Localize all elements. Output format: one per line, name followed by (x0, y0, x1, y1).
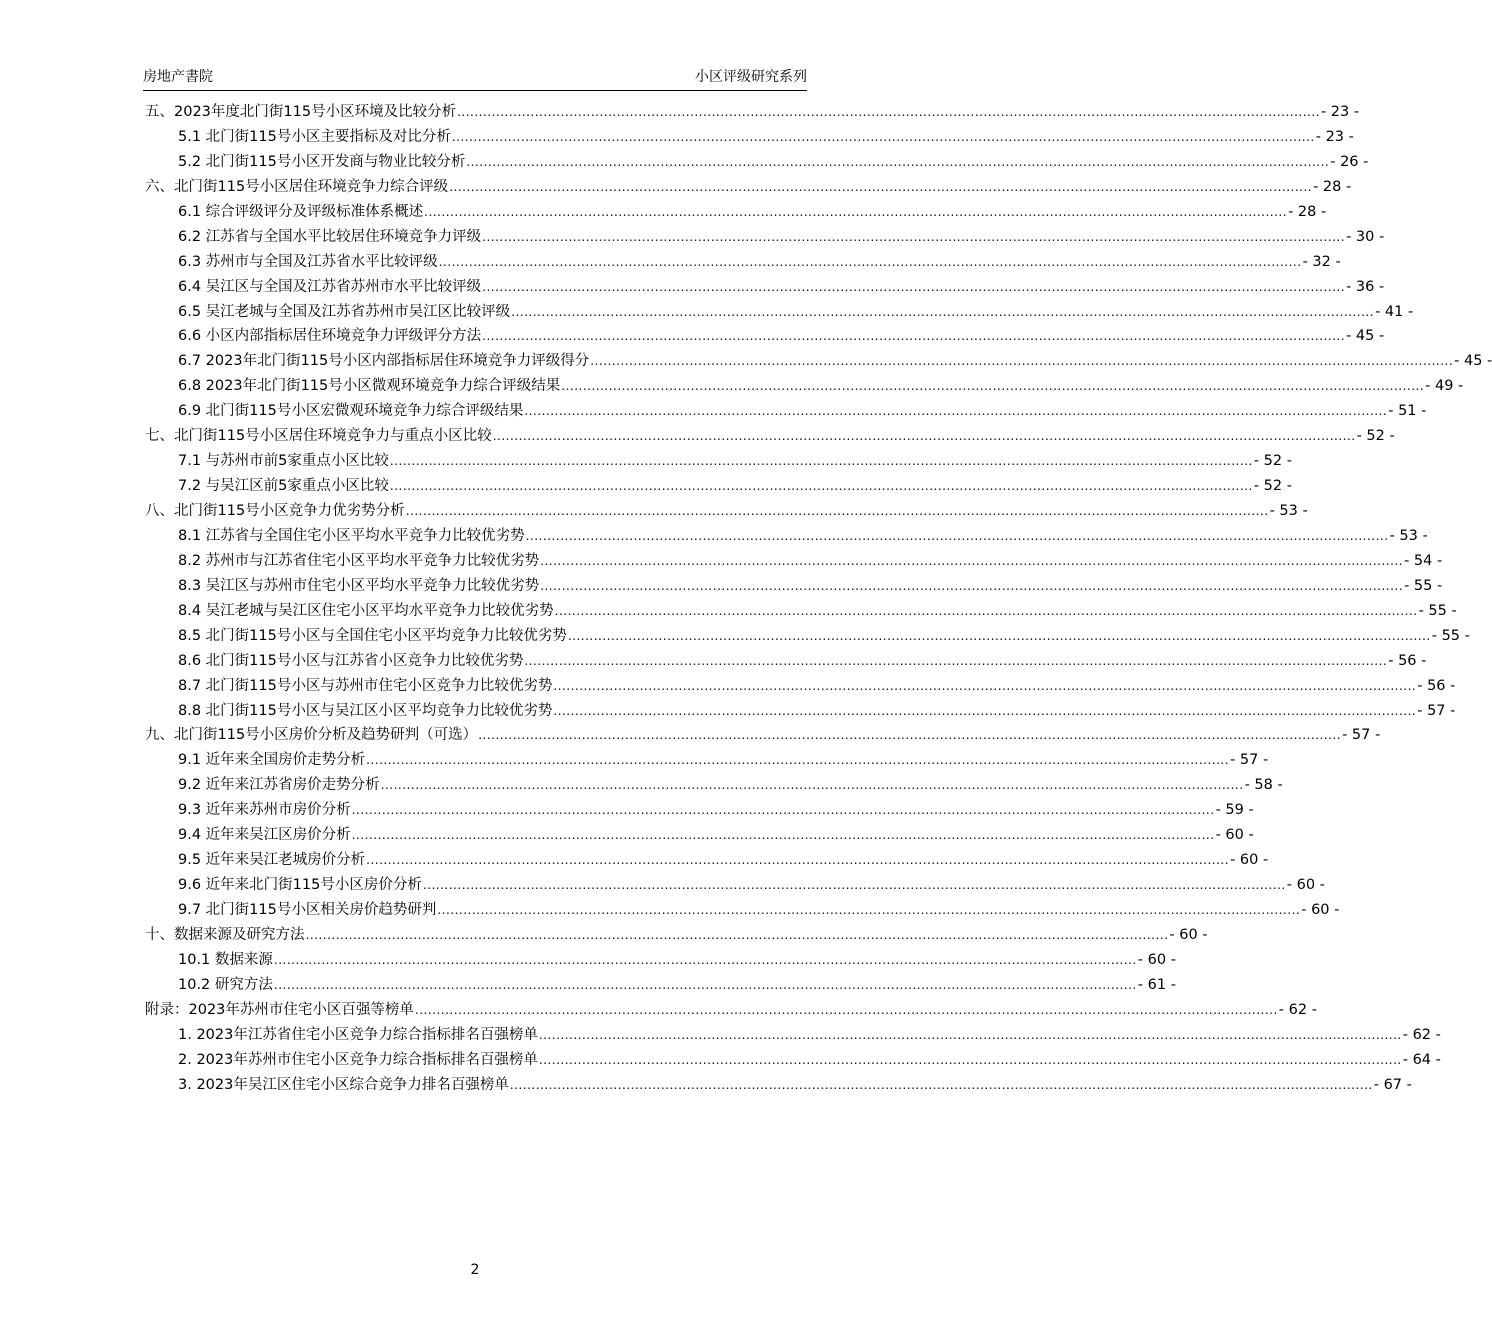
toc-entry-page: - 60 - (1169, 926, 1208, 943)
toc-entry-title: 6.6 小区内部指标居住环境竞争力评级评分方法 (178, 328, 482, 345)
toc-dot-leader: ........................................................................................................................................................................................................ (524, 404, 1388, 419)
toc-entry-title: 七、北门街115号小区居住环境竞争力与重点小区比较 (145, 428, 492, 445)
toc-entry-title: 10.2 研究方法 (178, 976, 273, 993)
toc-dot-leader: ........................................................................................................................................................................................................ (405, 504, 1269, 518)
toc-entry-page: - 61 - (1137, 976, 1176, 993)
toc-chapter-entry[interactable] (145, 923, 1208, 948)
toc-section-entry[interactable] (145, 200, 1327, 225)
toc-entry-page: - 52 - (1253, 478, 1292, 495)
toc-entry-page: - 28 - (1288, 203, 1327, 220)
toc-section-entry[interactable] (145, 474, 1292, 499)
toc-entry-title: 6.1 综合评级评分及评级标准体系概述 (178, 203, 424, 220)
page-number: 2 (470, 1262, 480, 1278)
toc-entry-title: 六、北门街115号小区居住环境竞争力综合评级 (145, 178, 449, 195)
toc-entry-page: - 52 - (1253, 453, 1292, 470)
toc-dot-leader: ........................................................................................................................................................................................................ (437, 903, 1301, 917)
toc-dot-leader: ........................................................................................................................................................................................................ (538, 1052, 1402, 1067)
toc-entry-title: 8.3 吴江区与苏州市住宅小区平均水平竞争力比较优劣势 (178, 577, 540, 594)
toc-dot-leader: ........................................................................................................................................................................................................ (414, 1002, 1278, 1017)
toc-dot-leader: ........................................................................................................................................................................................................ (366, 753, 1230, 768)
toc-entry-page: - 23 - (1320, 104, 1360, 120)
toc-entry-title: 8.2 苏州市与江苏省住宅小区平均水平竞争力比较优劣势 (178, 552, 540, 569)
toc-dot-leader: ........................................................................................................................................................................................................ (482, 279, 1346, 294)
toc-chapter-entry[interactable] (145, 100, 1360, 125)
toc-entry-page: - 60 - (1215, 827, 1254, 844)
toc-dot-leader: ........................................................................................................................................................................................................ (422, 878, 1286, 893)
toc-dot-leader: ........................................................................................................................................................................................................ (525, 528, 1389, 543)
toc-entry-title: 6.4 吴江区与全国及江苏省苏州市水平比较评级 (178, 278, 482, 295)
toc-section-entry[interactable] (145, 773, 1283, 798)
toc-entry-title: 9.6 近年来北门街115号小区房价分析 (178, 877, 422, 894)
toc-dot-leader: ........................................................................................................................................................................................................ (380, 778, 1244, 793)
toc-entry-page: - 36 - (1346, 278, 1385, 295)
toc-dot-leader: ........................................................................................................................................................................................................ (540, 553, 1404, 568)
toc-entry-page: - 55 - (1404, 577, 1443, 594)
toc-dot-leader: ........................................................................................................................................................................................................ (451, 129, 1315, 144)
toc-dot-leader: ........................................................................................................................................................................................................ (524, 653, 1388, 668)
toc-entry-page: - 45 - (1454, 353, 1492, 370)
toc-entry-page: - 56 - (1388, 652, 1427, 669)
toc-dot-leader: ........................................................................................................................................................................................................ (351, 803, 1215, 818)
toc-section-entry[interactable] (145, 524, 1428, 549)
toc-section-entry[interactable] (145, 399, 1427, 424)
toc-entry-title: 8.6 北门街115号小区与江苏省小区竞争力比较优劣势 (178, 652, 524, 669)
toc-entry-page: - 28 - (1313, 178, 1352, 195)
toc-section-entry[interactable] (145, 873, 1325, 898)
toc-entry-page: - 60 - (1230, 852, 1269, 869)
toc-dot-leader: ........................................................................................................................................................................................................ (449, 179, 1313, 194)
toc-chapter-entry[interactable] (145, 499, 1308, 524)
toc-section-entry[interactable] (145, 699, 1456, 724)
toc-entry-page: - 30 - (1346, 228, 1385, 245)
toc-entry-title: 8.1 江苏省与全国住宅小区平均水平竞争力比较优劣势 (178, 527, 525, 544)
toc-entry-page: - 56 - (1417, 677, 1456, 694)
toc-dot-leader: ........................................................................................................................................................................................................ (567, 628, 1431, 643)
toc-entry-page: - 53 - (1269, 503, 1308, 519)
toc-section-entry[interactable] (145, 250, 1341, 275)
toc-section-entry[interactable] (145, 225, 1385, 250)
toc-dot-leader: ........................................................................................................................................................................................................ (273, 977, 1137, 992)
toc-section-entry[interactable] (145, 150, 1369, 175)
toc-entry-page: - 32 - (1302, 253, 1341, 270)
toc-entry-page: - 60 - (1137, 951, 1176, 968)
header-series-title: 小区评级研究系列 (695, 69, 807, 85)
toc-entry-page: - 59 - (1215, 802, 1254, 819)
toc-entry-title: 7.2 与吴江区前5家重点小区比较 (178, 478, 389, 495)
toc-section-entry[interactable] (145, 275, 1385, 300)
toc-section-entry[interactable] (145, 1048, 1441, 1073)
toc-section-entry[interactable] (145, 848, 1269, 873)
toc-entry-title: 9.4 近年来吴江区房价分析 (178, 827, 351, 844)
toc-entry-title: 8.4 吴江老城与吴江区住宅小区平均水平竞争力比较优劣势 (178, 602, 554, 619)
toc-section-entry[interactable] (145, 948, 1176, 973)
toc-entry-page: - 51 - (1388, 403, 1427, 420)
toc-entry-title: 5.2 北门街115号小区开发商与物业比较分析 (178, 153, 466, 170)
toc-entry-title: 3. 2023年吴江区住宅小区综合竞争力排名百强榜单 (178, 1076, 509, 1093)
toc-entry-title: 5.1 北门街115号小区主要指标及对比分析 (178, 128, 451, 145)
toc-entry-page: - 64 - (1402, 1051, 1441, 1068)
toc-entry-title: 6.8 2023年北门街115号小区微观环境竞争力综合评级结果 (178, 378, 561, 395)
toc-section-entry[interactable] (145, 823, 1254, 848)
toc-section-entry[interactable] (145, 649, 1427, 674)
toc-entry-title: 8.5 北门街115号小区与全国住宅小区平均竞争力比较优劣势 (178, 627, 567, 644)
toc-dot-leader: ........................................................................................................................................................................................................ (540, 578, 1404, 593)
toc-entry-title: 6.2 江苏省与全国水平比较居住环境竞争力评级 (178, 228, 482, 245)
toc-dot-leader: ........................................................................................................................................................................................................ (590, 354, 1454, 369)
toc-section-entry[interactable] (145, 324, 1385, 349)
toc-dot-leader: ........................................................................................................................................................................................................ (538, 1027, 1402, 1042)
toc-chapter-entry[interactable] (145, 175, 1352, 200)
toc-dot-leader: ........................................................................................................................................................................................................ (482, 329, 1346, 344)
toc-entry-page: - 57 - (1342, 727, 1381, 744)
toc-entry-page: - 55 - (1431, 627, 1470, 644)
toc-chapter-entry[interactable] (145, 424, 1395, 449)
toc-section-entry[interactable] (145, 599, 1457, 624)
toc-entry-title: 十、数据来源及研究方法 (145, 926, 305, 943)
toc-dot-leader: ........................................................................................................................................................................................................ (305, 927, 1169, 942)
toc-entry-page: - 45 - (1346, 328, 1385, 345)
toc-entry-page: - 62 - (1278, 1001, 1317, 1018)
toc-section-entry[interactable] (145, 674, 1456, 699)
page-header (143, 66, 807, 91)
toc-entry-page: - 57 - (1230, 752, 1269, 769)
toc-dot-leader: ........................................................................................................................................................................................................ (482, 229, 1346, 244)
toc-entry-title: 八、北门街115号小区竞争力优劣势分析 (145, 503, 405, 519)
toc-entry-title: 9.1 近年来全国房价走势分析 (178, 752, 366, 769)
toc-entry-title: 1. 2023年江苏省住宅小区竞争力综合指标排名百强榜单 (178, 1026, 538, 1043)
toc-entry-page: - 60 - (1286, 877, 1325, 894)
toc-section-entry[interactable] (145, 374, 1464, 399)
toc-section-entry[interactable] (145, 898, 1340, 923)
toc-entry-title: 10.1 数据来源 (178, 951, 273, 968)
toc-dot-leader: ........................................................................................................................................................................................................ (438, 254, 1302, 269)
toc-entry-title: 8.7 北门街115号小区与苏州市住宅小区竞争力比较优劣势 (178, 677, 553, 694)
toc-section-entry[interactable] (145, 748, 1269, 773)
toc-entry-page: - 41 - (1375, 303, 1414, 320)
toc-section-entry[interactable] (145, 574, 1443, 599)
toc-section-entry[interactable] (145, 549, 1443, 574)
toc-chapter-entry[interactable] (145, 998, 1317, 1023)
toc-entry-page: - 57 - (1417, 702, 1456, 719)
toc-dot-leader: ........................................................................................................................................................................................................ (366, 853, 1230, 868)
toc-entry-title: 6.7 2023年北门街115号小区内部指标居住环境竞争力评级得分 (178, 353, 590, 370)
toc-dot-leader: ........................................................................................................................................................................................................ (553, 703, 1417, 718)
toc-dot-leader: ........................................................................................................................................................................................................ (457, 105, 1320, 119)
toc-dot-leader: ........................................................................................................................................................................................................ (466, 154, 1330, 169)
toc-entry-page: - 60 - (1301, 902, 1340, 918)
toc-entry-title: 7.1 与苏州市前5家重点小区比较 (178, 453, 389, 470)
toc-entry-title: 2. 2023年苏州市住宅小区竞争力综合指标排名百强榜单 (178, 1051, 538, 1068)
toc-entry-title: 6.9 北门街115号小区宏微观环境竞争力综合评级结果 (178, 403, 524, 420)
toc-section-entry[interactable] (145, 798, 1254, 823)
toc-section-entry[interactable] (145, 300, 1414, 325)
toc-entry-title: 8.8 北门街115号小区与吴江区小区平均竞争力比较优劣势 (178, 702, 553, 719)
toc-entry-page: - 54 - (1404, 552, 1443, 569)
toc-section-entry[interactable] (145, 349, 1492, 374)
toc-entry-title: 9.7 北门街115号小区相关房价趋势研判 (178, 902, 437, 918)
toc-dot-leader: ........................................................................................................................................................................................................ (351, 828, 1215, 843)
toc-entry-title: 6.3 苏州市与全国及江苏省水平比较评级 (178, 253, 438, 270)
toc-dot-leader: ........................................................................................................................................................................................................ (561, 379, 1425, 394)
toc-dot-leader: ........................................................................................................................................................................................................ (511, 304, 1375, 319)
toc-dot-leader: ........................................................................................................................................................................................................ (492, 429, 1356, 444)
toc-entry-page: - 58 - (1244, 777, 1283, 794)
toc-entry-page: - 26 - (1330, 153, 1369, 170)
toc-entry-title: 6.5 吴江老城与全国及江苏省苏州市吴江区比较评级 (178, 303, 511, 320)
toc-entry-title: 9.3 近年来苏州市房价分析 (178, 802, 351, 819)
toc-entry-page: - 53 - (1389, 527, 1428, 544)
toc-entry-page: - 23 - (1315, 128, 1354, 145)
table-of-contents (145, 100, 1492, 1098)
toc-section-entry[interactable] (145, 1023, 1441, 1048)
toc-entry-title: 九、北门街115号小区房价分析及趋势研判（可选） (145, 727, 478, 744)
toc-section-entry[interactable] (145, 125, 1354, 150)
toc-dot-leader: ........................................................................................................................................................................................................ (553, 678, 1417, 693)
toc-entry-page: - 62 - (1402, 1026, 1441, 1043)
toc-entry-title: 9.2 近年来江苏省房价走势分析 (178, 777, 380, 794)
toc-entry-page: - 52 - (1356, 428, 1395, 445)
toc-section-entry[interactable] (145, 973, 1176, 998)
toc-entry-page: - 49 - (1425, 378, 1464, 395)
toc-dot-leader: ........................................................................................................................................................................................................ (554, 603, 1418, 618)
toc-dot-leader: ........................................................................................................................................................................................................ (273, 952, 1137, 967)
header-publisher: 房地产書院 (143, 69, 213, 85)
toc-entry-title: 9.5 近年来吴江老城房价分析 (178, 852, 366, 869)
toc-dot-leader: ........................................................................................................................................................................................................ (424, 204, 1288, 219)
toc-section-entry[interactable] (145, 449, 1292, 474)
toc-dot-leader: ........................................................................................................................................................................................................ (389, 479, 1253, 494)
toc-dot-leader: ........................................................................................................................................................................................................ (478, 728, 1342, 743)
toc-chapter-entry[interactable] (145, 723, 1381, 748)
toc-section-entry[interactable] (145, 1073, 1412, 1098)
toc-dot-leader: ........................................................................................................................................................................................................ (509, 1077, 1373, 1092)
toc-entry-page: - 55 - (1418, 602, 1457, 619)
toc-entry-page: - 67 - (1373, 1076, 1412, 1093)
toc-dot-leader: ........................................................................................................................................................................................................ (389, 454, 1253, 469)
toc-entry-title: 五、2023年度北门街115号小区环境及比较分析 (145, 104, 457, 120)
toc-section-entry[interactable] (145, 624, 1470, 649)
toc-entry-title: 附录：2023年苏州市住宅小区百强等榜单 (145, 1001, 414, 1018)
